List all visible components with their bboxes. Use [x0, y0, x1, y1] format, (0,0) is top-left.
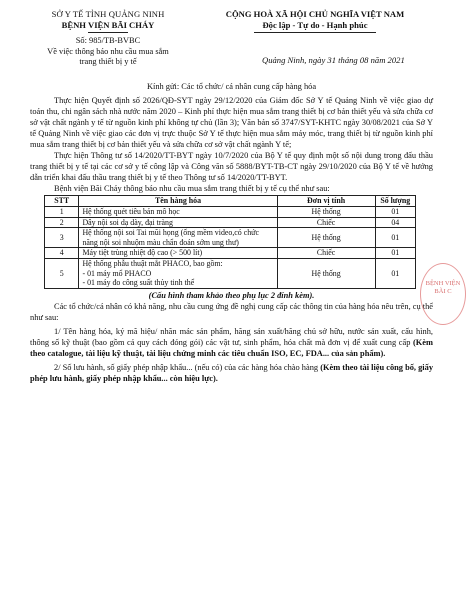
- national-header: [200, 9, 430, 33]
- goods-table: [44, 195, 416, 288]
- cell-quantity: 01: [375, 207, 415, 218]
- table-row: [45, 248, 416, 259]
- cell-goods-name: Hệ thống quét tiêu bản mô học: [79, 207, 277, 218]
- cell-unit: Hệ thống: [277, 207, 375, 218]
- hospital-name: BỆNH VIỆN BÃI CHÁY: [61, 20, 155, 31]
- table-row: [45, 217, 416, 228]
- subject-line-1: Về việc thông báo nhu cầu mua sắm: [47, 46, 169, 56]
- cell-quantity: 04: [375, 217, 415, 228]
- requirement-2: [30, 362, 433, 384]
- cell-stt: 3: [45, 228, 79, 248]
- requirement-1-attachments: (Kèm theo catalogue, tài liệu kỹ thuật, tài liệu chứng minh các tiêu chuẩn ISO, EC, FDA... của sản phẩm).: [30, 338, 433, 359]
- cell-goods-name: Dây nội soi dạ dày, đại tràng: [79, 217, 277, 228]
- cell-quantity: 01: [375, 248, 415, 259]
- cell-quantity: 01: [375, 259, 415, 289]
- cell-stt: 1: [45, 207, 79, 218]
- col-header-stt: STT: [45, 196, 79, 207]
- paragraph-3: Bệnh viện Bãi Cháy thông báo nhu cầu mua sắm trang thiết bị y tế cụ thể như sau:: [54, 184, 330, 194]
- requirement-2-attachments: (Kèm theo tài liệu công bố, giấy phép lưu hành, giấy phép nhập khẩu... còn hiệu lực).: [30, 363, 434, 384]
- col-header-unit: Đơn vị tính: [277, 196, 375, 207]
- requirement-2-text: 2/ Số lưu hành, số giấy phép nhập khẩu... (nếu có) của các hàng hóa chào hàng: [54, 363, 321, 373]
- table-row: [45, 259, 416, 289]
- greeting: Kính gửi: Các tổ chức/ cá nhân cung cấp hàng hóa: [146, 82, 317, 91]
- cell-stt: 2: [45, 217, 79, 228]
- paragraph-1: Thực hiện Quyết định số 2026/QĐ-SYT ngày 29/12/2020 của Giám đốc Sở Y tế Quảng Ninh về việc giao dự toán thu, chi ngân sách nhà nước năm 2020 – Kinh phí thực hiện mua sắm trang thiết bị cơ bản thiết yếu và sửa chữa cơ sở vật chất ngành y tế từ nguồn kinh phí không tự chủ (lần 3); Văn bản số 3747/SYT-KHTC ngày 30/08/2021 của Sở Y tế Quảng Ninh về việc giao các đơn vị trực thuộc Sở Y tế thực hiện mua sắm máy móc, trang thiết bị từ nguồn kinh phí mua sắm trang thiết bị cơ bản thiết yếu và sửa chữa cơ sở vật chất ngành Y tế;: [30, 96, 433, 150]
- motto: Độc lập - Tự do - Hạnh phúc: [262, 20, 368, 31]
- issue-date: Quảng Ninh, ngày 31 tháng 08 năm 2021: [262, 55, 405, 65]
- cell-goods-name: Hệ thống nội soi Tai mũi họng (ống mềm video,có chức năng nội soi nhuộm màu chẩn đoán sớm ung thư): [79, 228, 277, 248]
- col-header-goods-name: Tên hàng hóa: [79, 196, 277, 207]
- nation-title: CỘNG HOÀ XÃ HỘI CHỦ NGHĨA VIỆT NAM: [225, 9, 405, 19]
- requirement-1: [30, 326, 433, 359]
- appendix-note: (Cấu hình tham khảo theo phụ lục 2 đính kèm).: [148, 290, 315, 300]
- cell-unit: Chiếc: [277, 217, 375, 228]
- department-name: SỞ Y TẾ TỈNH QUẢNG NINH: [51, 9, 165, 19]
- cell-quantity: 01: [375, 228, 415, 248]
- seal-stamp: [420, 263, 466, 325]
- document-body: [30, 81, 433, 384]
- issuer-underline: [88, 32, 128, 33]
- cell-unit: Hệ thống: [277, 259, 375, 289]
- paragraph-2: Thực hiện Thông tư số 14/2020/TT-BYT ngày 10/7/2020 của Bộ Y tế quy định một số nội dung trong đấu thầu trang thiết bị y tế tại các cơ sở y tế công lập và Công văn số 5888/BYT-TB-CT ngày 29/10/2020 của Bộ Y tế về hướng dẫn triển khai đấu thầu trang thiết bị y tế theo Thông tư số 14/2020/TT-BYT.: [30, 151, 433, 183]
- table-header-row: [45, 196, 416, 207]
- cell-unit: Chiếc: [277, 248, 375, 259]
- document-number: Số: 985/TB-BVBC: [75, 36, 141, 46]
- table-row: [45, 207, 416, 218]
- table-row: [45, 228, 416, 248]
- seal-stamp-text: BỆNH VIỆN BÃI C: [425, 280, 461, 295]
- col-header-quantity: Số lượng: [375, 196, 415, 207]
- subject-line-2: trang thiết bị y tế: [79, 57, 137, 67]
- cell-goods-name: Hệ thống phẫu thuật mắt PHACO, bao gồm: - 01 máy mổ PHACO - 01 máy đo công suất thủy tinh thể: [79, 259, 277, 289]
- motto-underline: [254, 32, 376, 33]
- issuer-block: [30, 9, 186, 68]
- cell-stt: 4: [45, 248, 79, 259]
- cell-unit: Hệ thống: [277, 228, 375, 248]
- cell-stt: 5: [45, 259, 79, 289]
- paragraph-4: Các tổ chức/cá nhân có khả năng, nhu cầu cung ứng đề nghị cung cấp các thông tin của hàng hóa nêu trên, cụ thể như sau:: [30, 301, 433, 322]
- cell-goods-name: Máy tiệt trùng nhiệt độ cao (> 500 lít): [79, 248, 277, 259]
- requirement-1-text: 1/ Tên hàng hóa, ký mã hiệu/ nhãn mác sản phẩm, hãng sản xuất/hãng chủ sở hữu, nước sản xuất, cấu hình, thông số kỹ thuật (bao gồm cả quy cách đóng gói) các vật tư, sinh phẩm, hóa chất mà đơn vị để xuất cung cấp: [30, 326, 433, 347]
